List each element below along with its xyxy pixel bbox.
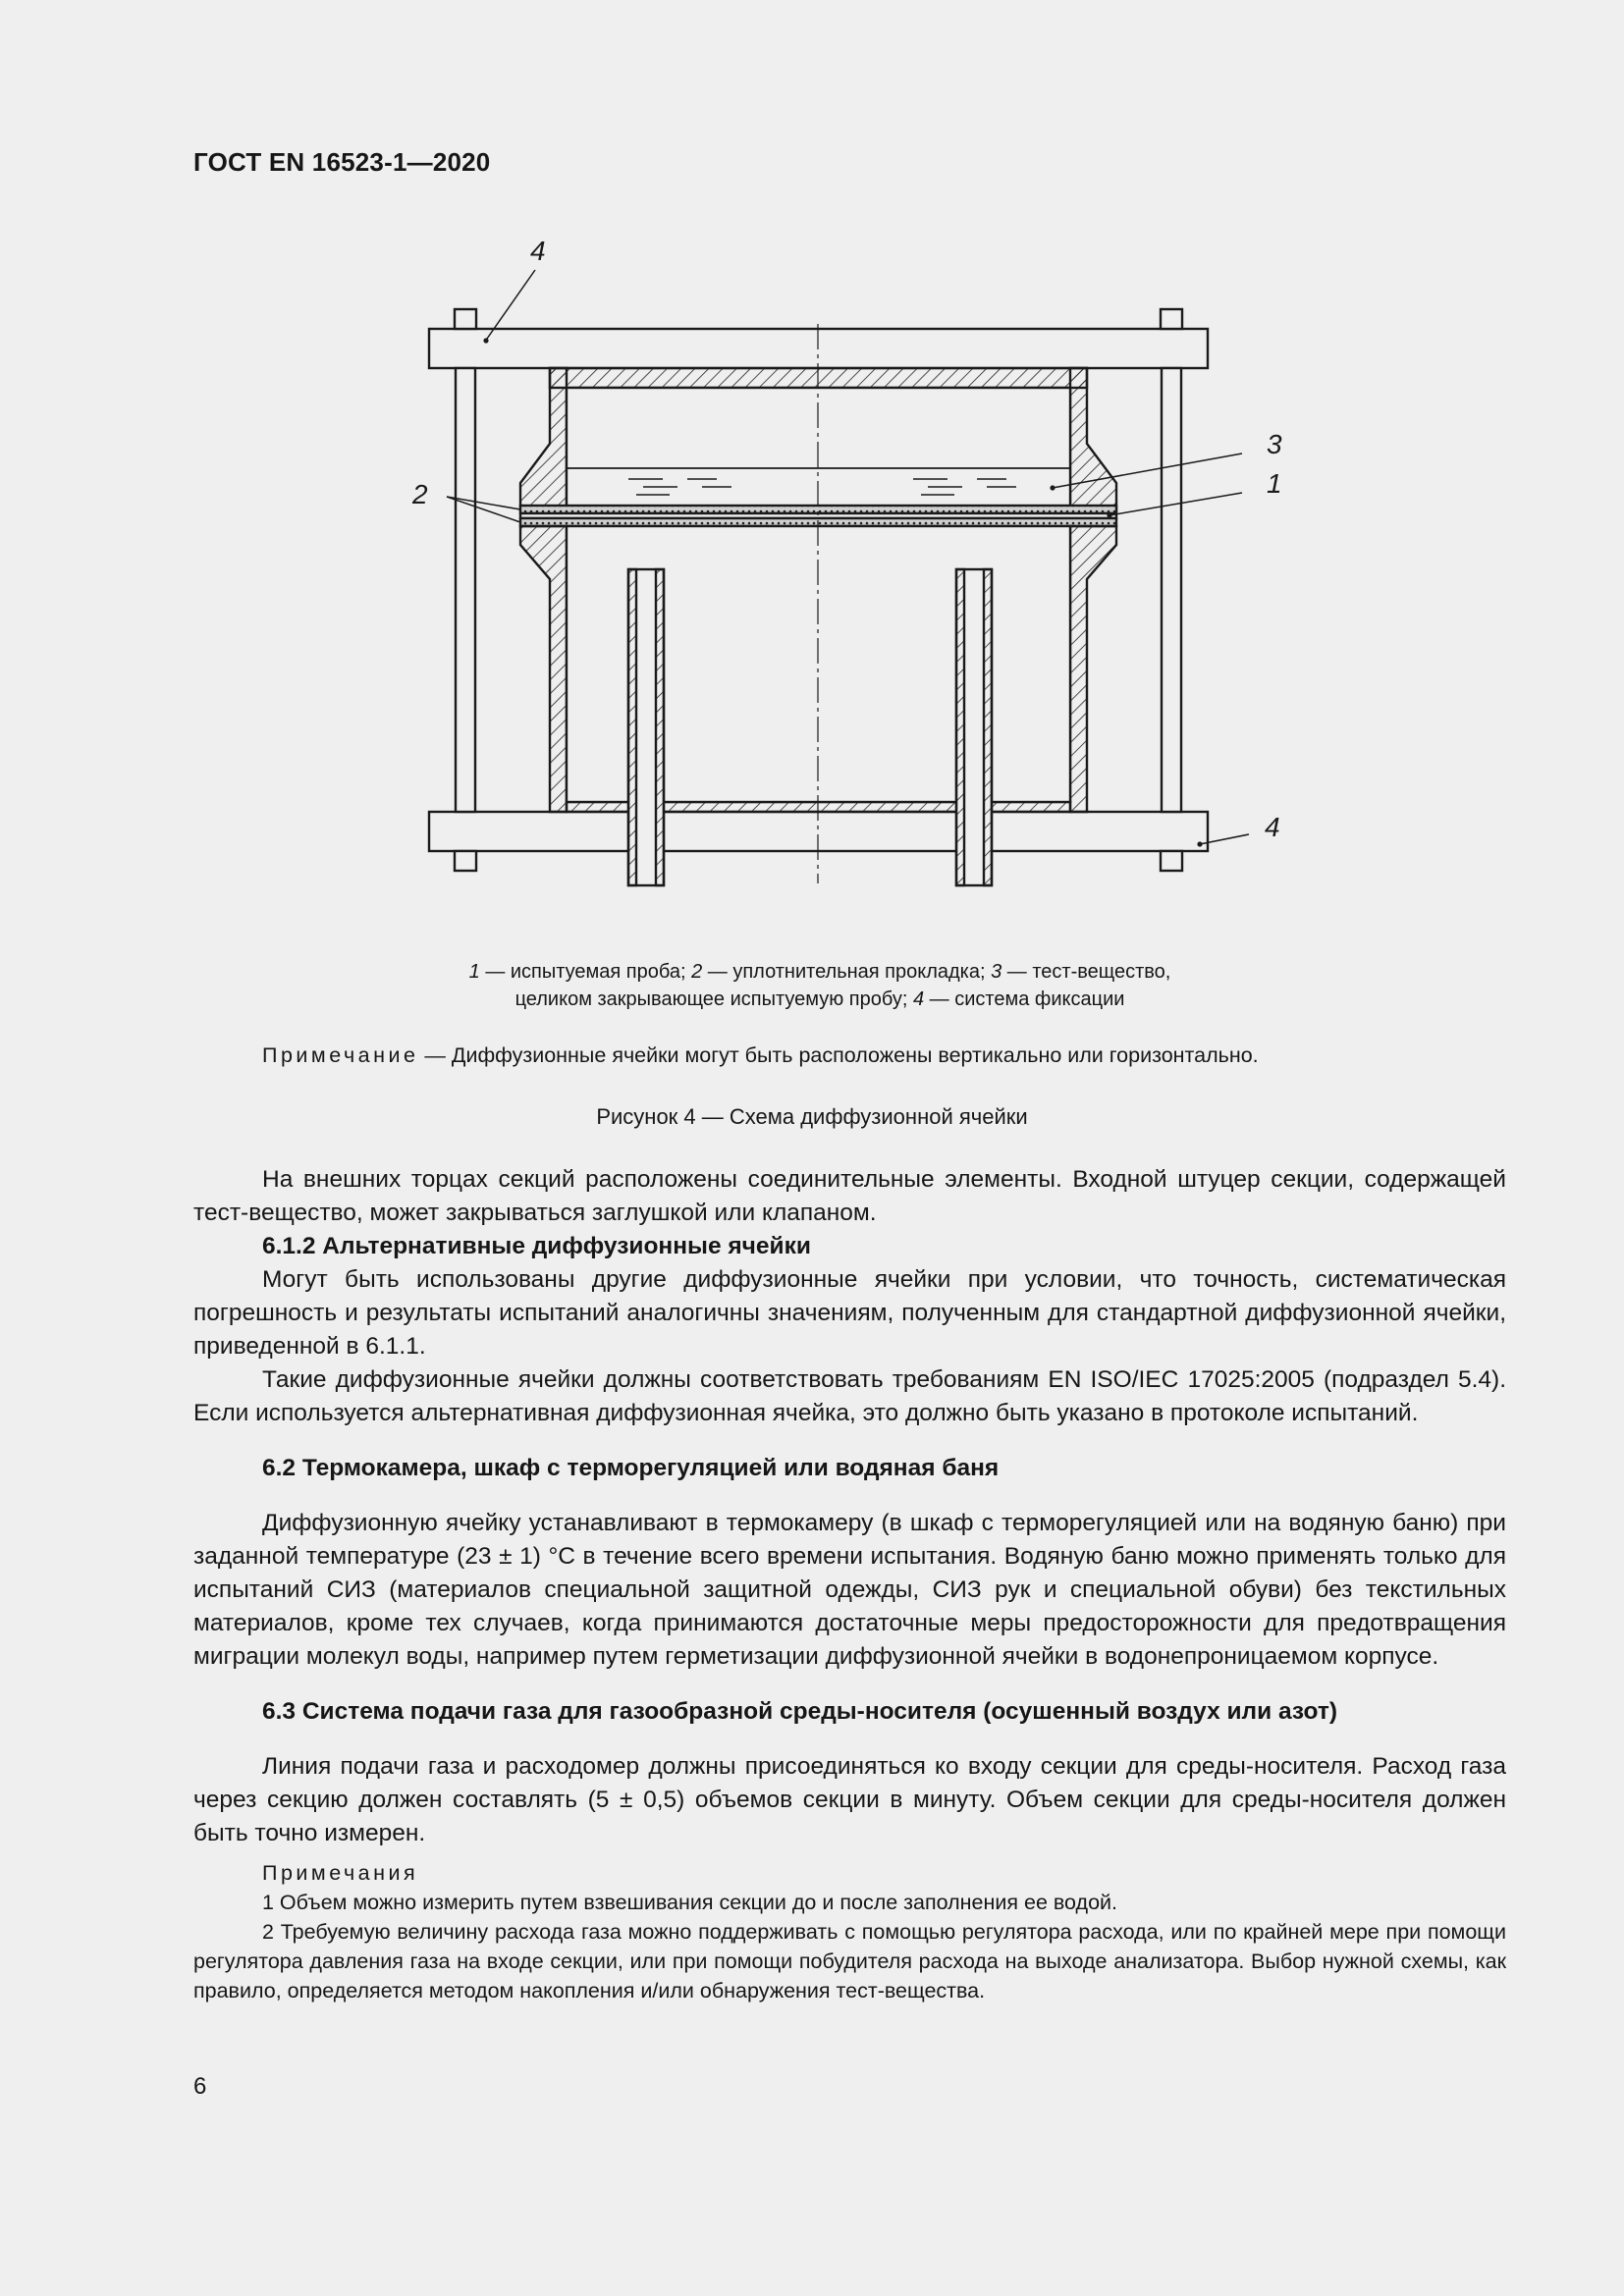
figure-caption: Рисунок 4 — Схема диффузионной ячейки xyxy=(596,1104,1028,1129)
paragraph-gas-supply: Линия подачи газа и расходомер должны присоединяться ко входу секции для среды-носителя. Расход газа через секцию должен составлять (5 ± 0,5) объемов секции в минуту. Объем секции для среды-носителя должен быть точно измерен. xyxy=(193,1753,1506,1846)
paragraph-alt-cells: Могут быть использованы другие диффузионные ячейки при условии, что точность, систематическая погрешность и результаты испытаний аналогичны значениям, полученным для стандартной диффузионной ячейки, приведенной в 6.1.1. xyxy=(193,1266,1506,1360)
upper-section-left-wall xyxy=(520,368,567,510)
heading-6-2: 6.2 Термокамера, шкаф с терморегуляцией или водяная баня xyxy=(262,1455,1000,1481)
figure-legend xyxy=(324,958,1316,1013)
page-number: 6 xyxy=(193,2073,207,2100)
body-text xyxy=(193,1163,1506,2005)
left-bolt-rod xyxy=(456,368,475,812)
diffusion-cell-diagram xyxy=(393,226,1306,893)
legend-line-2: целиком закрывающее испытуемую пробу; 4 — система фиксации xyxy=(514,988,1125,1010)
label-4-bottom: 4 xyxy=(1265,812,1280,842)
note-1: 1 Объем можно измерить путем взвешивания секции до и после заполнения ее водой. xyxy=(262,1891,1118,1914)
heading-6-3: 6.3 Система подачи газа для газообразной среды-носителя (осушенный воздух или азот) xyxy=(262,1698,1337,1725)
label-2: 2 xyxy=(412,479,428,509)
figure-note xyxy=(262,1043,1259,1068)
right-bolt-rod xyxy=(1162,368,1181,812)
heading-6-1-2: 6.1.2 Альтернативные диффузионные ячейки xyxy=(262,1233,811,1259)
paragraph-connectors: На внешних торцах секций расположены соединительные элементы. Входной штуцер секции, содержащей тест-вещество, может закрываться заглушкой или клапаном. xyxy=(193,1166,1506,1226)
lower-section-right-wall xyxy=(1070,526,1116,812)
label-3: 3 xyxy=(1267,429,1282,459)
gas-outlet-tube xyxy=(956,569,992,885)
figure-note-text: — Диффузионные ячейки могут быть расположены вертикально или горизонтально. xyxy=(418,1043,1259,1067)
label-4-top: 4 xyxy=(530,236,546,266)
figure-note-label: Примечание xyxy=(262,1043,419,1067)
legend-line-1: 1 — испытуемая проба; 2 — уплотнительная прокладка; 3 — тест-вещество, xyxy=(468,961,1171,983)
lower-section-left-wall xyxy=(520,526,567,812)
gas-inlet-tube xyxy=(628,569,664,885)
paragraph-iso-requirements: Такие диффузионные ячейки должны соответствовать требованиям EN ISO/IEC 17025:2005 (подраздел 5.4). Если используется альтернативная диффузионная ячейка, это должно быть указано в протоколе испытаний. xyxy=(193,1366,1506,1426)
note-2: 2 Требуемую величину расхода газа можно поддерживать с помощью регулятора расхода, или по крайней мере при помощи регулятора давления газа на входе секции, или при помощи побудителя расхода на выходе анализатора. Выбор нужной схемы, как правило, определяется методом накопления и/или обнаружения тест-вещества. xyxy=(193,1920,1506,2002)
label-1: 1 xyxy=(1267,468,1282,499)
upper-section-right-wall xyxy=(1070,368,1116,510)
notes-block xyxy=(193,1858,1506,2005)
paragraph-thermal-chamber: Диффузионную ячейку устанавливают в термокамеру (в шкаф с терморегуляцией или на водяную баню) при заданной температуре (23 ± 1) °С в течение всего времени испытания. Водяную баню можно применять только для испытаний СИЗ (материалов специальной защитной одежды, СИЗ рук и специальной обуви) без текстильных материалов, кроме тех случаев, когда принимаются достаточные меры предосторожности для предотвращения миграции молекул воды, например путем герметизации диффузионной ячейки в водонепроницаемом корпусе. xyxy=(193,1510,1506,1670)
document-code: ГОСТ EN 16523-1—2020 xyxy=(193,147,491,177)
notes-title: Примечания xyxy=(262,1861,419,1885)
